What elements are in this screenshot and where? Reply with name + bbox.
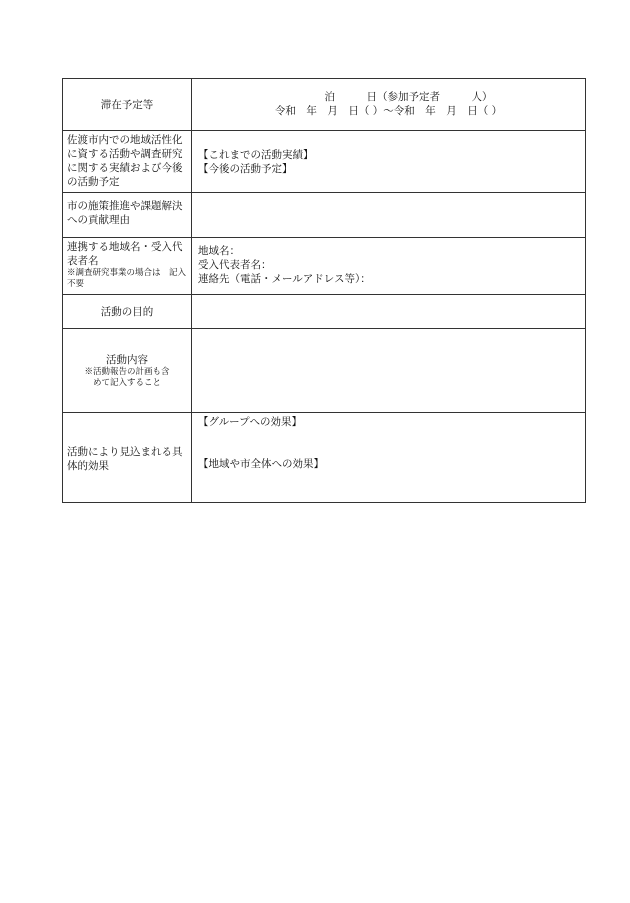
activities-label: 佐渡市内での地域活性化に資する活動や調査研究に関する実績および今後の活動予定 xyxy=(67,134,183,188)
effects-label-cell xyxy=(63,413,192,503)
effects-region-heading: 【地域や市全体への効果】 xyxy=(198,458,324,470)
row-contribution xyxy=(63,193,586,238)
row-purpose xyxy=(63,295,586,329)
content-label-cell xyxy=(63,329,192,413)
application-form-table xyxy=(62,78,586,503)
contribution-label: 市の施策推進や課題解決への貢献理由 xyxy=(67,200,183,226)
effects-value-cell[interactable] xyxy=(192,413,586,503)
row-partner xyxy=(63,238,586,295)
row-effects xyxy=(63,413,586,503)
partner-note: ※調査研究事業の場合は 記入不要 xyxy=(67,268,187,289)
effects-group-heading: 【グループへの効果】 xyxy=(198,416,302,428)
partner-value-cell[interactable] xyxy=(192,238,586,295)
stay-label-cell xyxy=(63,79,192,131)
contribution-label-cell xyxy=(63,193,192,238)
stay-label: 滞在予定等 xyxy=(100,98,154,111)
purpose-value-cell[interactable] xyxy=(192,295,586,329)
row-activities xyxy=(63,131,586,193)
stay-dates-line: 令和 年 月 日（ ）〜令和 年 月 日（ ） xyxy=(274,105,503,117)
partner-label-cell xyxy=(63,238,192,295)
activities-value-cell[interactable] xyxy=(192,131,586,193)
row-content xyxy=(63,329,586,413)
purpose-label-cell xyxy=(63,295,192,329)
content-value-cell[interactable] xyxy=(192,329,586,413)
content-label: 活動内容 xyxy=(106,353,148,366)
partner-contact-field: 連絡先（電話・メールアドレス等）： xyxy=(198,273,371,285)
activities-past-heading: 【これまでの活動実績】 xyxy=(198,149,314,161)
activities-label-cell xyxy=(63,131,192,193)
purpose-label: 活動の目的 xyxy=(100,305,154,318)
stay-value-cell[interactable] xyxy=(192,79,586,131)
contribution-value-cell[interactable] xyxy=(192,193,586,238)
stay-nights-line: 泊 日（参加予定者 人） xyxy=(324,91,493,103)
row-stay xyxy=(63,79,586,131)
partner-label: 連携する地域名・受入代表者名 xyxy=(67,241,183,267)
partner-region-field: 地域名： xyxy=(198,245,240,257)
content-note: ※活動報告の計画も含めて記入すること xyxy=(84,366,170,388)
activities-future-heading: 【今後の活動予定】 xyxy=(198,163,293,175)
effects-label: 活動により見込まれる具体的効果 xyxy=(67,445,183,472)
partner-representative-field: 受入代表者名： xyxy=(198,259,272,271)
